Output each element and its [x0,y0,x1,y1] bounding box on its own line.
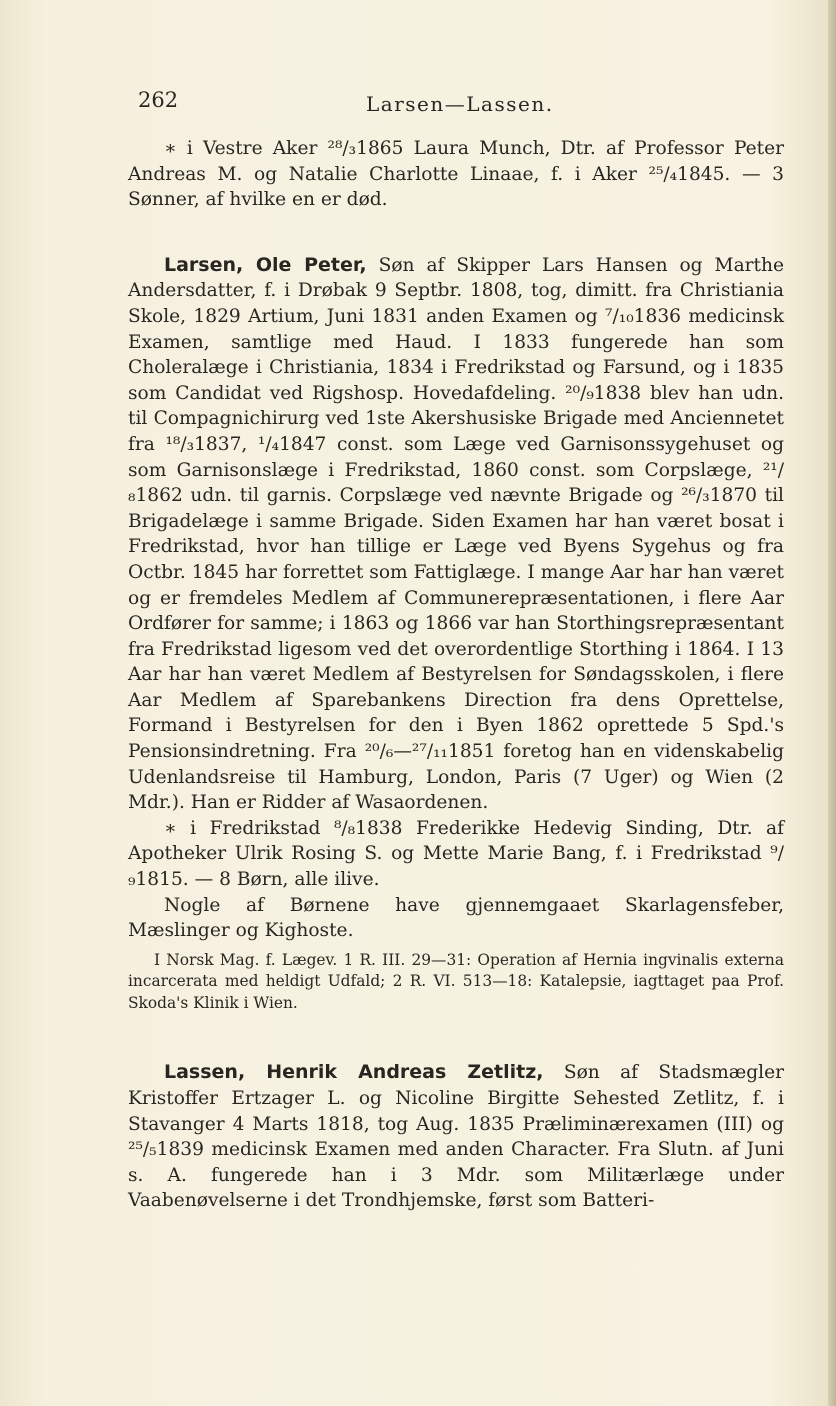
page-header [138,88,778,128]
entry-text: Søn af Skipper Lars Hansen og Marthe Andersdatter, f. i Drøbak 9 Septbr. 1808, tog, dimitt. fra Christiania Skole, 1829 Artium, Juni 1831 anden Examen og ⁷/₁₀1836 medicinsk Examen, samtlige med Haud. I 1833 fungerede han som Choleralæge i Christiania, 1834 i Fredrikstad og Farsund, og i 1835 som Candidat ved Rigshosp. Hovedafdeling. ²⁰/₉1838 blev han udn. til Compagnichirurg ved 1ste Akershusiske Brigade med Anciennetet fra ¹⁸/₃1837, ¹/₄1847 const. som Læge ved Garnisonssygehuset og som Garnisonslæge i Fredrikstad, 1860 const. som Corpslæge, ²¹/₈1862 udn. til garnis. Corpslæge ved nævnte Brigade og ²⁶/₃1870 til Brigadelæge i samme Brigade. Siden Examen har han været bosat i Fredrikstad, hvor han tillige er Læge ved Byens Sygehus og fra Octbr. 1845 har forrettet som Fattiglæge. I mange Aar har han været og er fremdeles Medlem af Communerepræsentationen, i flere Aar Ordfører for samme; i 1863 og 1866 var han Storthingsrepræsentant fra Fredrikstad ligesom ved det overordentlige Storthing i 1864. I 13 Aar har han været Medlem af Bestyrelsen for Søndagsskolen, i flere Aar Medlem af Sparebankens Direction fra dens Oprettelse, Formand i Bestyrelsen for den i Byen 1862 oprettede 5 Spd.'s Pensionsindretning. Fra ²⁰/₆—²⁷/₁₁1851 foretog han en videnskabelig Udenlandsreise til Hamburg, London, Paris (7 Uger) og Wien (2 Mdr.). Han er Ridder af Wasaordenen. [128,254,784,814]
page-content [128,136,784,1214]
entry-name: Lassen, Henrik Andreas Zetlitz, [164,1061,544,1084]
marriage-continuation: ∗ i Vestre Aker ²⁸/₃1865 Laura Munch, Dtr. af Professor Peter Andreas M. og Natalie Charlotte Linaae, f. i Aker ²⁵/₄1845. — 3 Sønner, af hvilke en er død. [128,138,784,211]
entry-lassen-henrik [128,1060,784,1214]
entry-larsen-ole-peter [128,253,784,816]
running-head: Larsen—Lassen. [366,92,554,116]
entry-text: Søn af Stadsmægler Kristoffer Ertzager L. og Nicoline Birgitte Sehested Zetlitz, f. i Stavanger 4 Marts 1818, tog Aug. 1835 Præliminærexamen (III) og ²⁵/₅1839 medicinsk Examen med anden Character. Fra Slutn. af Juni s. A. fungerede han i 3 Mdr. som Militærlæge under Vaabenøvelserne i det Trondhjemske, først som Batteri- [128,1062,784,1212]
page-number: 262 [138,88,179,112]
entry-extra: Nogle af Børnene have gjennemgaaet Skarlagensfeber, Mæslinger og Kighoste. [128,894,784,942]
entry-bibliography: I Norsk Mag. f. Lægev. 1 R. III. 29—31: Operation af Hernia ingvinalis externa incarcerata med heldigt Udfald; 2 R. VI. 513—18: Katalepsie, iagttaget paa Prof. Skoda's Klinik i Wien. [128,950,784,1012]
entry-name: Larsen, Ole Peter, [164,253,367,276]
page-edge [828,0,836,1406]
entry-marriage: ∗ i Fredrikstad ⁸/₈1838 Frederikke Hedevig Sinding, Dtr. af Apotheker Ulrik Rosing S. og Mette Marie Bang, f. i Fredrikstad ⁹/₉1815. — 8 Børn, alle ilive. [128,817,784,891]
